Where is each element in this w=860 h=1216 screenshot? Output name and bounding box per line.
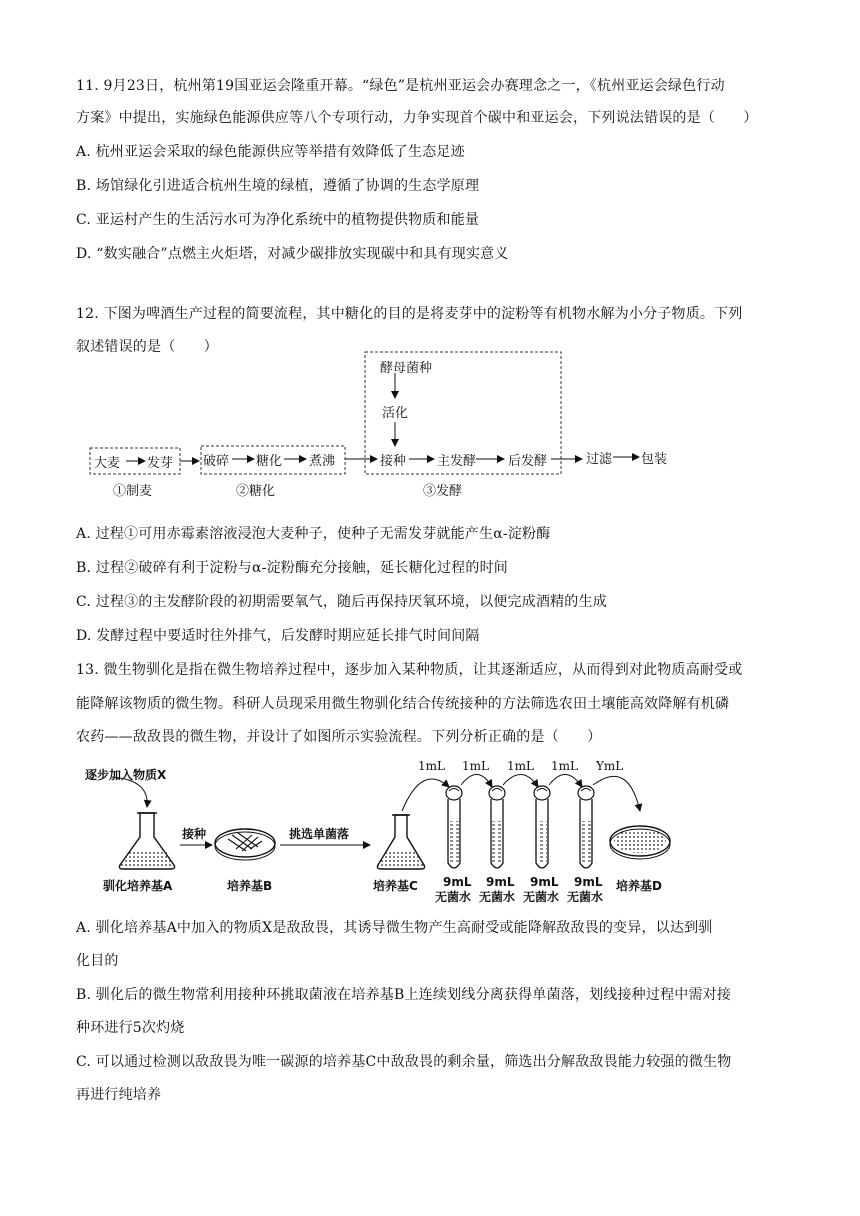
medium-b-label: 培养基B <box>227 879 273 893</box>
main-ferment-label: 主发酵 <box>437 454 477 469</box>
barley-label: 大麦 <box>94 456 121 471</box>
test-tube-2 <box>489 786 505 868</box>
filter-label: 过滤 <box>586 452 613 467</box>
beer-process-diagram <box>0 340 860 510</box>
q13-option-a-line-2: 化目的 <box>76 953 119 969</box>
q13-stem-line-2: 能降解该物质的微生物。科研人员现采用微生物驯化结合传统接种的方法筛选农田土壤能高效降解有机磷 <box>76 696 730 712</box>
test-tube-3 <box>534 786 550 868</box>
q13-stem-line-3: 农药——敌敌畏的微生物，并设计了如图所示实验流程。下列分析正确的是（ ） <box>76 729 602 745</box>
stage-3-label: ③发酵 <box>423 484 463 499</box>
q12-stem-line-2: 叙述错误的是（ ） <box>76 339 218 355</box>
transfer-volume-4: 1mL <box>551 759 578 773</box>
q13-option-a-line-1: A. 驯化培养基A中加入的物质X是敌敌畏，其诱导微生物产生高耐受或能降解敌敌畏的变异，以达到驯 <box>76 920 713 936</box>
water-volume-2: 9mL <box>486 875 515 889</box>
q12-option-a: A. 过程①可用赤霉素溶液浸泡大麦种子，使种子无需发芽就能产生α-淀粉酶 <box>76 526 551 542</box>
water-volume-1: 9mL <box>443 875 472 889</box>
water-volume-3: 9mL <box>530 875 559 889</box>
q11-option-d: D. “数实融合”点燃主火炬塔，对减少碳排放实现碳中和具有现实意义 <box>76 246 509 262</box>
post-ferment-label: 后发酵 <box>508 454 548 469</box>
sterile-water-4: 无菌水 <box>567 890 604 904</box>
germinate-label: 发芽 <box>147 456 174 471</box>
test-tube-1 <box>446 786 462 868</box>
boil-label: 煮沸 <box>309 454 336 469</box>
transfer-volume-3: 1mL <box>507 759 534 773</box>
q13-stem-line-1: 13. 微生物驯化是指在微生物培养过程中，逐步加入某种物质，让其逐渐适应，从而得到对此物质高耐受或 <box>76 662 743 678</box>
inoculate-label: 接种 <box>380 454 407 469</box>
q13-option-c-line-2: 再进行纯培养 <box>76 1087 162 1103</box>
crush-label: 破碎 <box>203 454 230 469</box>
transfer-volume-y: YmL <box>596 759 624 773</box>
stage-2-label: ②糖化 <box>236 484 276 499</box>
add-x-label: 逐步加入物质X <box>85 768 167 782</box>
stage-1-label: ①制麦 <box>113 484 153 499</box>
flask-a <box>119 813 174 869</box>
sterile-water-2: 无菌水 <box>479 890 516 904</box>
activate-label: 活化 <box>382 406 409 421</box>
transfer-volume-1: 1mL <box>418 759 445 773</box>
q11-option-a: A. 杭州亚运会采取的绿色能源供应等举措有效降低了生态足迹 <box>76 144 465 160</box>
q11-stem-line-2: 方案》中提出，实施绿色能源供应等八个专项行动，力争实现首个碳中和亚运会，下列说法错误的是（ ） <box>76 110 758 126</box>
q13-option-b-line-2: 种环进行5次灼烧 <box>76 1020 185 1036</box>
q12-option-b: B. 过程②破碎有利于淀粉与α-淀粉酶充分接触，延长糖化过程的时间 <box>76 560 508 576</box>
microbe-diagram <box>0 755 860 904</box>
medium-c-label: 培养基C <box>373 879 418 893</box>
test-tube-4 <box>578 786 594 868</box>
petri-dish-b <box>215 829 275 860</box>
q12-option-d: D. 发酵过程中要适时往外排气，后发酵时期应延长排气时间间隔 <box>76 628 480 644</box>
q12-stem-line-1: 12. 下图为啤酒生产过程的简要流程，其中糖化的目的是将麦芽中的淀粉等有机物水解为小分子物质。下列 <box>76 306 743 322</box>
yeast-label: 酵母菌种 <box>380 361 433 376</box>
q12-option-c: C. 过程③的主发酵阶段的初期需要氧气，随后再保持厌氧环境，以便完成酒精的生成 <box>76 594 607 610</box>
water-volume-4: 9mL <box>574 875 603 889</box>
sterile-water-1: 无菌水 <box>435 890 472 904</box>
q11-option-c: C. 亚运村产生的生活污水可为净化系统中的植物提供物质和能量 <box>76 212 480 228</box>
pick-colony-label: 挑选单菌落 <box>289 827 350 841</box>
q11-stem-line-1: 11. 9月23日，杭州第19国亚运会隆重开幕。“绿色”是杭州亚运会办赛理念之一，《杭州亚运会绿色行动 <box>76 78 725 94</box>
q13-option-b-line-1: B. 驯化后的微生物常利用接种环挑取菌液在培养基B上连续划线分离获得单菌落，划线接种过程中需对接 <box>76 987 732 1003</box>
saccharify-label: 糖化 <box>256 454 283 469</box>
q13-option-c-line-1: C. 可以通过检测以敌敌畏为唯一碳源的培养基C中敌敌畏的剩余量，筛选出分解敌敌畏能力较强的微生物 <box>76 1054 732 1070</box>
medium-a-label: 驯化培养基A <box>103 879 173 893</box>
sterile-water-3: 无菌水 <box>523 890 560 904</box>
transfer-volume-2: 1mL <box>462 759 489 773</box>
inoculate-label-13: 接种 <box>182 827 207 841</box>
medium-d-label: 培养基D <box>616 879 662 893</box>
package-label: 包装 <box>641 452 668 467</box>
q11-option-b: B. 场馆绿化引进适合杭州生境的绿植，遵循了协调的生态学原理 <box>76 178 480 194</box>
flask-c <box>377 815 424 869</box>
petri-dish-d <box>610 826 670 859</box>
